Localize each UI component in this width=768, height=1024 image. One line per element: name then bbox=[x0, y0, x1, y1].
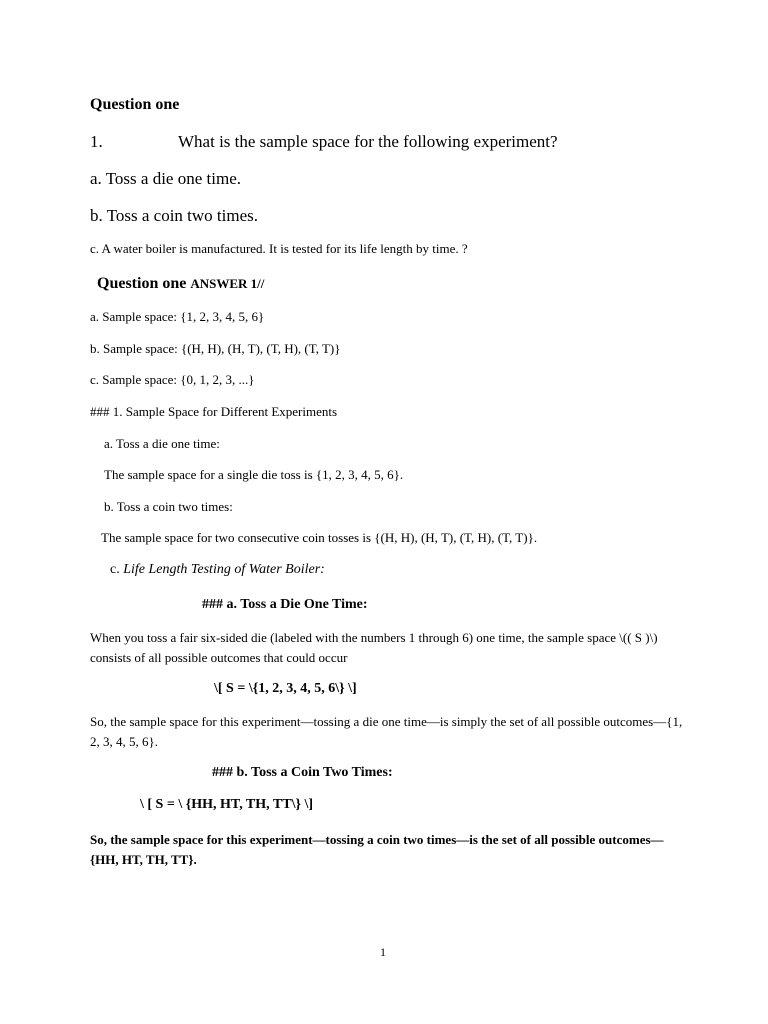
page-number: 1 bbox=[380, 945, 386, 959]
section-title: ### 1. Sample Space for Different Experiments bbox=[90, 404, 338, 419]
coin-conclusion: So, the sample space for this experiment—tossing a coin two times—is the set of all possible outcomes—{HH, HT, TH, TT}. bbox=[90, 832, 664, 867]
die-heading: ### a. Toss a Die One Time: bbox=[202, 597, 368, 612]
short-answer-c: c. Sample space: {0, 1, 2, 3, ...} bbox=[90, 372, 255, 387]
section-a-label: a. Toss a die one time: bbox=[104, 436, 220, 451]
question-heading: Question one bbox=[90, 96, 180, 113]
answer-heading bbox=[97, 274, 264, 293]
question-part-a: a. Toss a die one time. bbox=[90, 169, 241, 188]
question-part-b: b. Toss a coin two times. bbox=[90, 206, 259, 225]
section-c-label: Life Length Testing of Water Boiler: bbox=[123, 562, 325, 577]
answer-heading-main: Question one bbox=[97, 275, 187, 292]
section-c-prefix: c. bbox=[110, 562, 120, 577]
section-c-line bbox=[110, 562, 325, 579]
die-formula bbox=[214, 681, 357, 698]
section-b-text: The sample space for two consecutive coin tosses is {(H, H), (H, T), (T, H), (T, T)}. bbox=[101, 530, 538, 545]
coin-formula: \ [ S = \ {HH, HT, TH, TT\} \] bbox=[140, 797, 314, 812]
question-text: What is the sample space for the following experiment? bbox=[178, 132, 558, 151]
die-paragraph: When you toss a fair six-sided die (labeled with the numbers 1 through 6) one time, the sample space \(( S )\) consists of all possible outcomes that could occur bbox=[90, 630, 658, 665]
short-answer-a: a. Sample space: {1, 2, 3, 4, 5, 6} bbox=[90, 309, 265, 324]
die-formula-prefix: \[ S = \{ bbox=[214, 681, 259, 696]
section-b-label: b. Toss a coin two times: bbox=[104, 499, 233, 514]
question-part-c: c. A water boiler is manufactured. It is tested for its life length by time. ? bbox=[90, 241, 468, 256]
answer-heading-suffix: ANSWER 1// bbox=[190, 276, 265, 291]
coin-heading: ### b. Toss a Coin Two Times: bbox=[212, 765, 393, 780]
die-formula-set: 1, 2, 3, 4, 5, 6\} \] bbox=[258, 681, 357, 696]
section-a-text: The sample space for a single die toss is {1, 2, 3, 4, 5, 6}. bbox=[104, 467, 404, 482]
question-number: 1. bbox=[90, 132, 103, 151]
short-answer-b: b. Sample space: {(H, H), (H, T), (T, H), (T, T)} bbox=[90, 341, 341, 356]
die-conclusion: So, the sample space for this experiment—tossing a die one time—is simply the set of all possible outcomes—{1, 2, 3, 4, 5, 6}. bbox=[90, 714, 683, 749]
